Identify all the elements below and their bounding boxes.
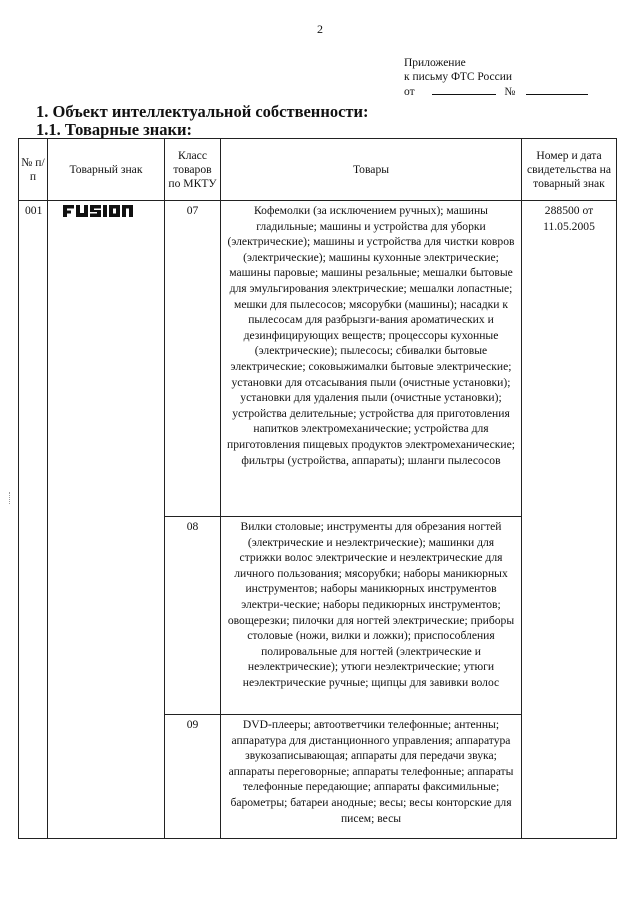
- goods-cell: Кофемолки (за исключением ручных); машины гладильные; машины и устройства для уборки (электрические); машины и устройства для чистки ковров (электрические); машины кухонные электрические; машины паровые; машины резальные; мешалки бытовые для эмульгирования электрические; мешалки лопастные; мешки для пылесосов; мясорубки (машины); насадки к пылесосам для разбрызги-вания ароматических и дезинфицирующих веществ; процессоры кухонные (электрические); пылесосы; сбивалки бытовые электрические; соковыжималки бытовые электрические; установки для отсасывания пыли (очистные установки); установки для удаления пыли (очистные установки); устройства делительные; устройства для приготовления напитков электромеханические; устройства для приготовления пищевых продуктов электромеханические; фильтры (устройства, аппараты); шланги пылесосов: [221, 201, 522, 517]
- appendix-letter: к письму ФТС России: [404, 71, 513, 83]
- header-goods: Товары: [221, 139, 522, 201]
- entry-number: [19, 201, 48, 839]
- registration-number: 288500 от: [544, 204, 594, 217]
- trademark-table: [18, 138, 617, 839]
- entry-number-text: 001: [25, 204, 43, 217]
- number-label: №: [504, 86, 516, 98]
- date-blank: [432, 84, 496, 95]
- table-row: [19, 201, 617, 517]
- appendix-title: Приложение: [404, 57, 466, 69]
- goods-cell: DVD-плееры; автоответчики телефонные; антенны; аппаратура для дистанционного управления; аппаратура звукозаписывающая; аппараты для передачи звука; аппараты переговорные; аппараты телефонные; аппараты телефонные передающие; аппараты факсимильные; барометры; батареи анодные; весы; весы конторские для писем; весы: [221, 715, 522, 839]
- appendix-block: [404, 56, 588, 99]
- from-label: от: [404, 86, 415, 98]
- class-value: 09: [186, 718, 199, 731]
- class-cell-08: [165, 517, 221, 715]
- goods-cell: Вилки столовые; инструменты для обрезания ногтей (электрические и неэлектрические); машинки для стрижки волос электрические и неэлектрические для личного пользования; мясорубки; наборы маникюрных инструментов; наборы маникюрных инструментов электри-ческие; наборы педикюрных инструментов; овощерезки; пилочки для ногтей электрические; приборы столовые (ножи, вилки и ложки); приспособления полировальные для ногтей (электрические и неэлектрические); утюги неэлектрические; утюги неэлектрические ручные; щипцы для завивки волос: [221, 517, 522, 715]
- appendix-date-number-line: [404, 84, 588, 99]
- registration-cell: [522, 201, 617, 839]
- class-value: 08: [186, 520, 199, 533]
- registration-date: 11.05.2005: [543, 219, 595, 233]
- header-num: № п/п: [19, 139, 48, 201]
- fusion-logo: [62, 203, 134, 219]
- page-number: 2: [317, 22, 323, 36]
- header-mark: Товарный знак: [48, 139, 165, 201]
- trademark-cell: [48, 201, 165, 839]
- class-cell-09: [165, 715, 221, 839]
- header-class: Класс товаров по МКТУ: [165, 139, 221, 201]
- number-blank: [526, 84, 588, 95]
- table-header-row: [19, 139, 617, 201]
- page-bottom-rule: [18, 838, 616, 839]
- header-reg: Номер и дата свидетельства на товарный знак: [522, 139, 617, 201]
- class-value: 07: [186, 204, 199, 217]
- section-heading: 1. Объект интеллектуальной собственности:: [36, 102, 369, 121]
- class-cell-07: [165, 201, 221, 517]
- scan-margin-mark: [9, 492, 12, 504]
- subsection-heading: 1.1. Товарные знаки:: [36, 120, 193, 139]
